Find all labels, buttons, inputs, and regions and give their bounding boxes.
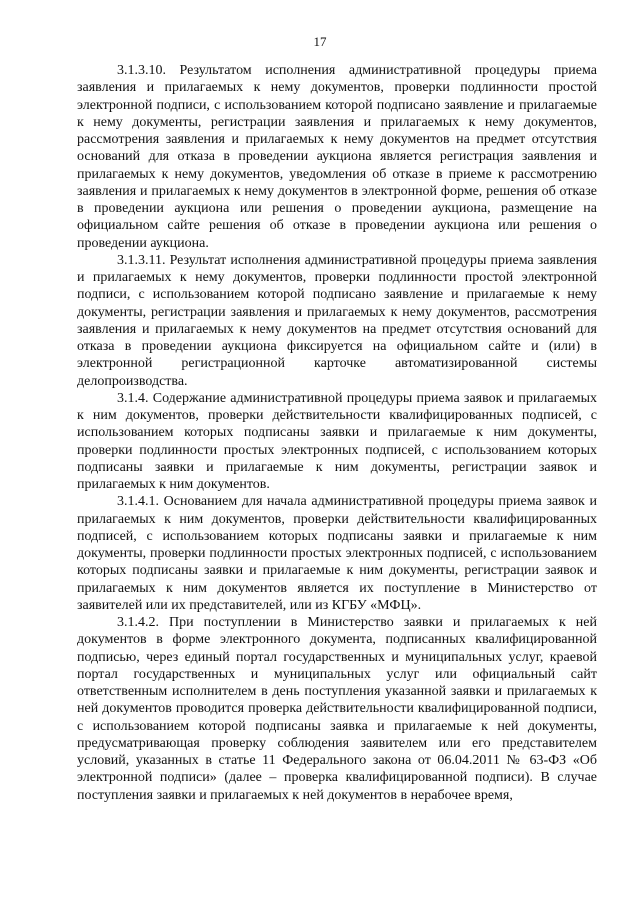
paragraph-3-1-3-10: 3.1.3.10. Результатом исполнения административной процедуры приема заявления и прилагаемых к нему документов, проверки подлинности простой электронной подписи, с использованием которой подписано заявление и прилагаемые к нему документы, регистрации заявления и прилагаемых к нему документов, рассмотрения заявления и прилагаемых к нему документов на предмет отсутствия оснований для отказа в проведении аукциона является регистрация заявления и прилагаемых к нему документов, уведомления об отказе в приеме к рассмотрению заявления и прилагаемых к нему документов в электронной форме, решения об отказе в проведении аукциона или решения о проведении аукциона, размещение на официальном сайте решения об отказе в проведении аукциона или решения о проведении аукциона. [77,63,597,251]
paragraph-3-1-3-11: 3.1.3.11. Результат исполнения административной процедуры приема заявления и прилагаемых к нему документов, проверки подлинности простой электронной подписи, с использованием которой подписано заявление и прилагаемые к нему документы, регистрации заявления и прилагаемых к нему документов, рассмотрения заявления и прилагаемых к нему документов на предмет отсутствия оснований для отказа в проведении аукциона фиксируется на официальном сайте и (или) в электронной регистрационной карточке автоматизированной системы делопроизводства. [77,252,597,389]
page-number: 17 [313,34,327,49]
paragraph-3-1-4-2: 3.1.4.2. При поступлении в Министерство заявки и прилагаемых к ней документов в форме электронного документа, подписанных квалифицированной подписью, через единый портал государственных и муниципальных услуг, краевой портал государственных и муниципальных услуг или официальный сайт ответственным исполнителем в день поступления указанной заявки и прилагаемых к ней документов проводится проверка действительности квалифицированной подписи, с использованием которой подписаны заявка и прилагаемые к ней документы, предусматривающая проверку соблюдения заявителем или его представителем условий, указанных в статье 11 Федерального закона от 06.04.2011 № 63-ФЗ «Об электронной подписи» (далее – проверка квалифицированной подписи). В случае поступления заявки и прилагаемых к ней документов в нерабочее время, [77,615,597,803]
document-body [77,62,597,804]
paragraph-3-1-4: 3.1.4. Содержание административной процедуры приема заявок и прилагаемых к ним документов, проверки действительности квалифицированных подписей, с использованием которых подписаны заявки и прилагаемые к ним документы, проверки подлинности простых электронных подписей, с использованием которых подписаны заявки и прилагаемые к ним документы, регистрации заявок и прилагаемых к ним документов. [77,390,597,492]
paragraph-3-1-4-1: 3.1.4.1. Основанием для начала административной процедуры приема заявок и прилагаемых к ним документов, проверки действительности квалифицированных подписей, с использованием которых подписаны заявки и прилагаемые к ним документы, проверки подлинности простых электронных подписей, с использованием которых подписаны заявки и прилагаемые к ним документы, регистрации заявок и прилагаемых к ним документов является их поступление в Министерство от заявителей или их представителей, или из КГБУ «МФЦ». [77,494,597,613]
